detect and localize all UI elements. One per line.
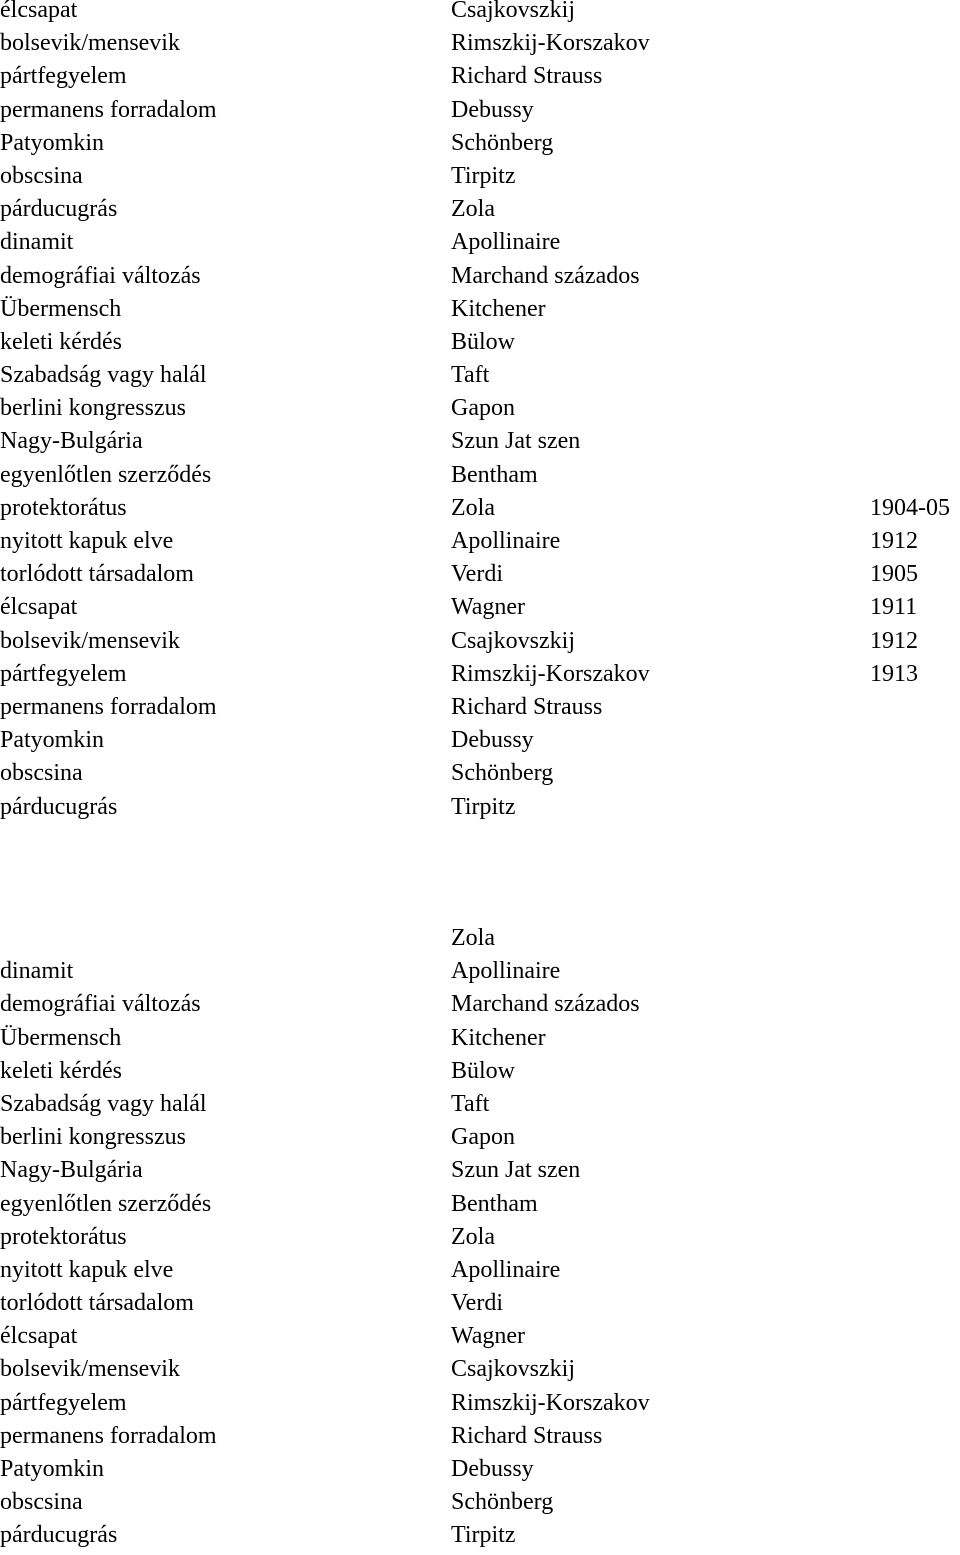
list-row (0, 326, 960, 359)
list-row (0, 724, 960, 757)
person-name-text: Gapon (451, 1124, 515, 1151)
list-row (0, 0, 960, 27)
list-row (0, 1353, 960, 1386)
term-text: Szabadság vagy halál (0, 362, 207, 389)
term-text: Nagy-Bulgária (0, 428, 143, 455)
list-row (0, 459, 960, 492)
person-name-text: Schönberg (451, 129, 554, 156)
person-name-text: Szun Jat szen (451, 1157, 581, 1184)
list-row (0, 1254, 960, 1287)
term-text: permanens forradalom (0, 96, 217, 123)
person-name-text: Rimszkij-Korszakov (451, 1389, 650, 1416)
term-text: obscsina (0, 162, 83, 189)
year-text: 1913 (870, 660, 918, 687)
list-row (0, 160, 960, 193)
list-row (0, 1486, 960, 1519)
person-name-text: Csajkovszkij (451, 0, 575, 23)
list-row (0, 60, 960, 93)
person-name-text: Rimszkij-Korszakov (451, 30, 650, 57)
person-name-text: Apollinaire (451, 229, 561, 256)
person-name-text: Kitchener (451, 1024, 546, 1051)
term-text: Patyomkin (0, 1456, 105, 1482)
term-text: protektorátus (0, 494, 127, 521)
term-text: Übermensch (0, 295, 122, 322)
list-row (0, 1387, 960, 1420)
term-text: élcsapat (0, 1323, 78, 1350)
term-text: nyitott kapuk elve (0, 1256, 174, 1283)
list-row (0, 94, 960, 127)
person-name-text: Szun Jat szen (451, 428, 581, 455)
list-row (0, 1453, 960, 1486)
term-text: egyenlőtlen szerződés (0, 461, 212, 488)
list-row (0, 922, 960, 955)
person-name-text: Debussy (451, 727, 534, 754)
person-name-text: Verdi (451, 1290, 503, 1317)
list-row (0, 1221, 960, 1254)
term-text: demográfiai változás (0, 991, 201, 1018)
term-text: berlini kongresszus (0, 1124, 186, 1151)
term-text: obscsina (0, 760, 83, 787)
person-name-text: Wagner (451, 1323, 526, 1350)
person-name-text: Tirpitz (451, 793, 516, 820)
term-text: keleti kérdés (0, 1057, 122, 1084)
term-text: demográfiai változás (0, 262, 201, 289)
list-row (0, 591, 960, 624)
list-row (0, 1055, 960, 1088)
term-text: bolsevik/mensevik (0, 1356, 180, 1383)
person-name-text: Debussy (451, 96, 534, 123)
list-row (0, 791, 960, 824)
list-row (0, 1519, 960, 1552)
term-text: egyenlőtlen szerződés (0, 1190, 212, 1217)
term-text: Nagy-Bulgária (0, 1157, 143, 1184)
list-row (0, 757, 960, 790)
term-text: dinamit (0, 958, 74, 985)
year-text: 1911 (870, 594, 918, 621)
person-name-text: Marchand százados (451, 262, 640, 289)
term-text: obscsina (0, 1489, 83, 1516)
person-name-text: Bentham (451, 1190, 538, 1217)
term-text: élcsapat (0, 0, 78, 23)
term-text: pártfegyelem (0, 63, 127, 90)
term-text: pártfegyelem (0, 660, 127, 687)
person-name-text: Apollinaire (451, 958, 561, 985)
list-row (0, 492, 960, 525)
list-row (0, 558, 960, 591)
term-text: keleti kérdés (0, 328, 122, 355)
person-name-text: Schönberg (451, 1489, 554, 1516)
person-name-text: Zola (451, 196, 495, 223)
year-text: 1912 (870, 627, 918, 654)
person-name-text: Apollinaire (451, 528, 561, 554)
list-row (0, 1088, 960, 1121)
term-text: párducugrás (0, 196, 118, 223)
person-name-text: Debussy (451, 1456, 534, 1482)
year-text: 1905 (870, 561, 918, 588)
person-name-text: Csajkovszkij (451, 1356, 575, 1383)
list-row (0, 193, 960, 226)
person-name-text: Bülow (451, 328, 516, 355)
list-row (0, 425, 960, 458)
term-text: torlódott társadalom (0, 1290, 194, 1317)
term-text: nyitott kapuk elve (0, 528, 174, 554)
term-list-block-2 (0, 922, 960, 1553)
person-name-text: Zola (451, 925, 495, 951)
person-name-text: Taft (451, 362, 490, 389)
term-text: dinamit (0, 229, 74, 256)
person-name-text: Richard Strauss (451, 1422, 603, 1449)
list-row (0, 293, 960, 326)
term-text: párducugrás (0, 1522, 118, 1549)
person-name-text: Richard Strauss (451, 693, 603, 720)
person-name-text: Zola (451, 494, 495, 521)
term-text: torlódott társadalom (0, 561, 194, 588)
person-name-text: Taft (451, 1090, 490, 1117)
term-text: Patyomkin (0, 129, 105, 156)
person-name-text: Marchand százados (451, 991, 640, 1018)
person-name-text: Bülow (451, 1057, 516, 1084)
term-text: párducugrás (0, 793, 118, 820)
term-text: permanens forradalom (0, 693, 217, 720)
list-row (0, 1022, 960, 1055)
list-row (0, 1188, 960, 1221)
list-row (0, 359, 960, 392)
list-row (0, 988, 960, 1021)
person-name-text: Zola (451, 1223, 495, 1250)
list-row (0, 658, 960, 691)
person-name-text: Gapon (451, 395, 515, 422)
person-name-text: Richard Strauss (451, 63, 603, 90)
term-text: berlini kongresszus (0, 395, 186, 422)
person-name-text: Rimszkij-Korszakov (451, 660, 650, 687)
list-row (0, 1287, 960, 1320)
person-name-text: Wagner (451, 594, 526, 621)
list-row (0, 1154, 960, 1187)
person-name-text: Tirpitz (451, 1522, 516, 1549)
list-row (0, 1420, 960, 1453)
term-text: Szabadság vagy halál (0, 1090, 207, 1117)
person-name-text: Tirpitz (451, 162, 516, 189)
list-row (0, 691, 960, 724)
list-row (0, 1320, 960, 1353)
list-row (0, 1121, 960, 1154)
list-row (0, 625, 960, 658)
year-text: 1912 (870, 528, 918, 554)
term-text: Übermensch (0, 1024, 122, 1051)
term-text: bolsevik/mensevik (0, 30, 180, 57)
list-row (0, 226, 960, 259)
list-row (0, 27, 960, 60)
person-name-text: Verdi (451, 561, 503, 588)
term-text: Patyomkin (0, 727, 105, 754)
list-row (0, 260, 960, 293)
list-row (0, 392, 960, 425)
person-name-text: Schönberg (451, 760, 554, 787)
person-name-text: Bentham (451, 461, 538, 488)
person-name-text: Kitchener (451, 295, 546, 322)
list-row (0, 525, 960, 558)
term-text: pártfegyelem (0, 1389, 127, 1416)
term-text: permanens forradalom (0, 1422, 217, 1449)
person-name-text: Apollinaire (451, 1256, 561, 1283)
term-text: protektorátus (0, 1223, 127, 1250)
term-text: élcsapat (0, 594, 78, 621)
term-text: bolsevik/mensevik (0, 627, 180, 654)
person-name-text: Csajkovszkij (451, 627, 575, 654)
list-row (0, 127, 960, 160)
list-row (0, 955, 960, 988)
year-text: 1904-05 (870, 494, 950, 521)
